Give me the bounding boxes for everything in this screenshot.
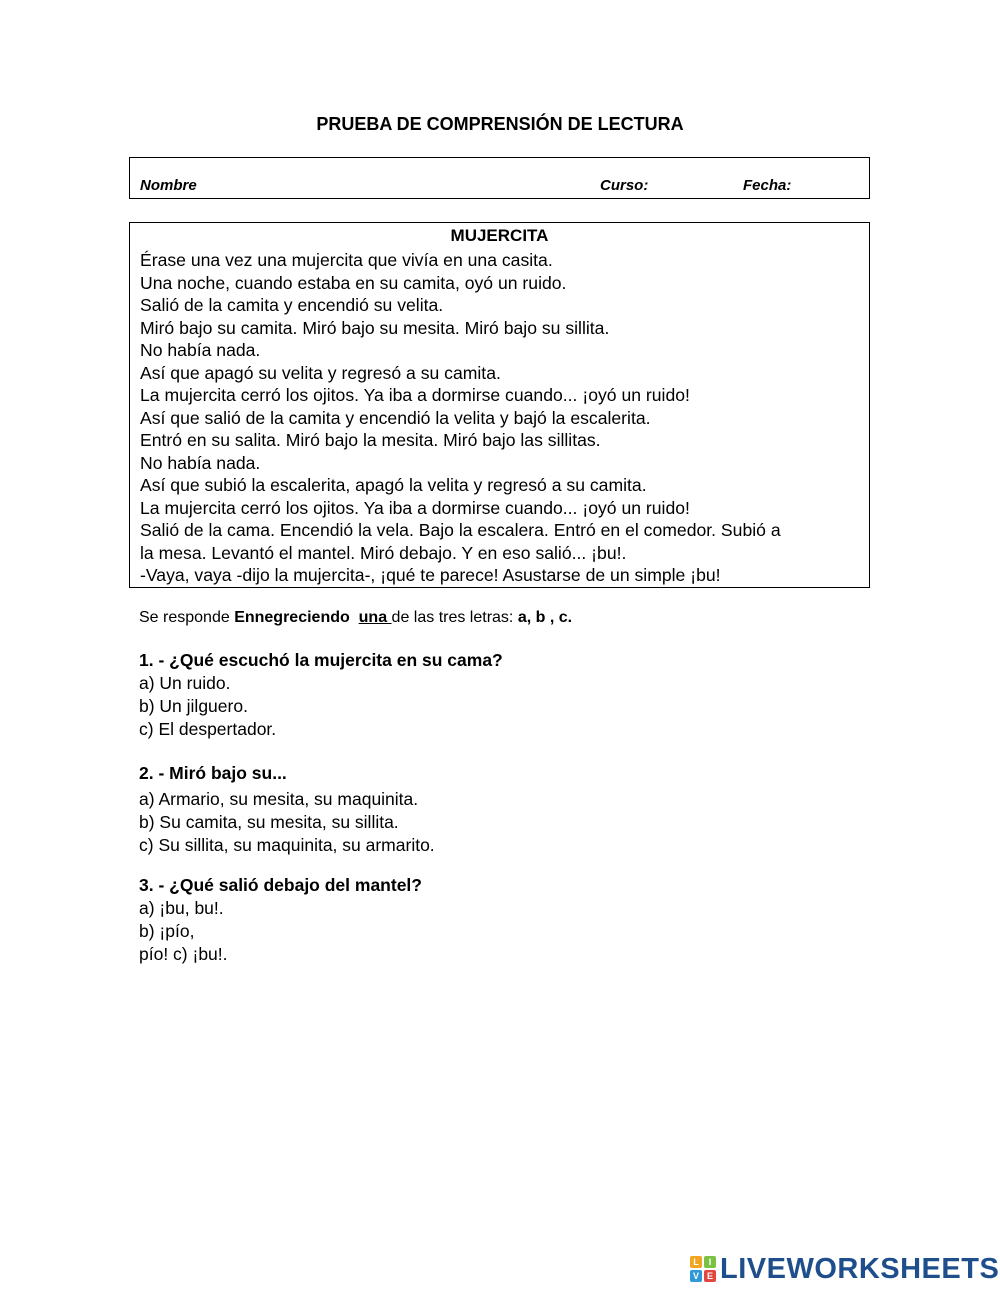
question-3-option-c[interactable]: pío! c) ¡bu!. (139, 944, 228, 964)
question-3-option-b[interactable]: b) ¡pío, (139, 921, 195, 941)
logo-tile-e: E (704, 1270, 716, 1282)
question-2-option-a[interactable]: a) Armario, su mesita, su maquinita. (139, 789, 419, 809)
story-line: Érase una vez una mujercita que vivía en una casita. (140, 250, 553, 270)
question-3-heading: 3. - ¿Qué salió debajo del mantel? (139, 875, 422, 895)
story-box (129, 222, 870, 588)
story-line: Entró en su salita. Miró bajo la mesita. Miró bajo las sillitas. (140, 430, 601, 450)
fecha-label: Fecha: (743, 177, 792, 194)
question-3 (139, 874, 422, 966)
question-1 (139, 649, 503, 741)
story-line: Miró bajo su camita. Miró bajo su mesita. Miró bajo su sillita. (140, 317, 610, 338)
question-3-option-a[interactable]: a) ¡bu, bu!. (139, 898, 224, 918)
story-line: La mujercita cerró los ojitos. Ya iba a dormirse cuando... ¡oyó un ruido! (140, 385, 690, 405)
question-2-option-c[interactable]: c) Su sillita, su maquinita, su armarito. (139, 835, 435, 855)
question-1-heading: 1. - ¿Qué escuchó la mujercita en su cama? (139, 650, 503, 670)
instructions-text-2: de las tres letras: (391, 609, 514, 626)
question-1-option-c[interactable]: c) El despertador. (139, 719, 277, 739)
instructions-text: Se responde (139, 609, 235, 626)
story-text (140, 249, 862, 587)
page-title: PRUEBA DE COMPRENSIÓN DE LECTURA (316, 114, 684, 134)
logo-text: LIVEWORKSHEETS (720, 1252, 1000, 1285)
story-line: Salió de la camita y encendió su velita. (140, 295, 444, 315)
story-line: Una noche, cuando estaba en su camita, oyó un ruido. (140, 272, 567, 293)
nombre-label: Nombre (140, 177, 197, 194)
story-line: No había nada. (140, 340, 261, 360)
logo-tile-i: I (704, 1256, 716, 1268)
logo-tile-l: L (690, 1256, 702, 1268)
instructions-underline: una (358, 609, 392, 626)
question-1-option-a[interactable]: a) Un ruido. (139, 673, 231, 693)
story-title: MUJERCITA (450, 226, 549, 245)
curso-label: Curso: (600, 177, 649, 194)
story-line: Así que apagó su velita y regresó a su camita. (140, 362, 501, 383)
question-2-heading: 2. - Miró bajo su... (139, 763, 287, 783)
story-line: -Vaya, vaya -dijo la mujercita-, ¡qué te parece! Asustarse de un simple ¡bu! (140, 565, 721, 585)
story-line: Salió de la cama. Encendió la vela. Bajo la escalera. Entró en el comedor. Subió a (140, 520, 781, 540)
logo-icon (690, 1256, 716, 1282)
instructions-bold: Ennegreciendo (234, 609, 350, 626)
question-1-option-b[interactable]: b) Un jilguero. (139, 696, 248, 716)
instructions (139, 609, 572, 627)
instructions-letters: a, b , c. (513, 609, 573, 626)
question-2-option-b[interactable]: b) Su camita, su mesita, su sillita. (139, 812, 399, 832)
story-line: la mesa. Levantó el mantel. Miró debajo. Y en eso salió... ¡bu!. (140, 542, 627, 563)
student-info-box (129, 157, 870, 199)
story-line: No había nada. (140, 452, 261, 473)
story-line: Así que salió de la camita y encendió la velita y bajó la escalerita. (140, 407, 651, 428)
story-line: Así que subió la escalerita, apagó la velita y regresó a su camita. (140, 475, 647, 495)
liveworksheets-logo (690, 1253, 999, 1285)
logo-tile-v: V (690, 1270, 702, 1282)
story-line: La mujercita cerró los ojitos. Ya iba a dormirse cuando... ¡oyó un ruido! (140, 497, 690, 518)
question-2 (139, 762, 435, 857)
